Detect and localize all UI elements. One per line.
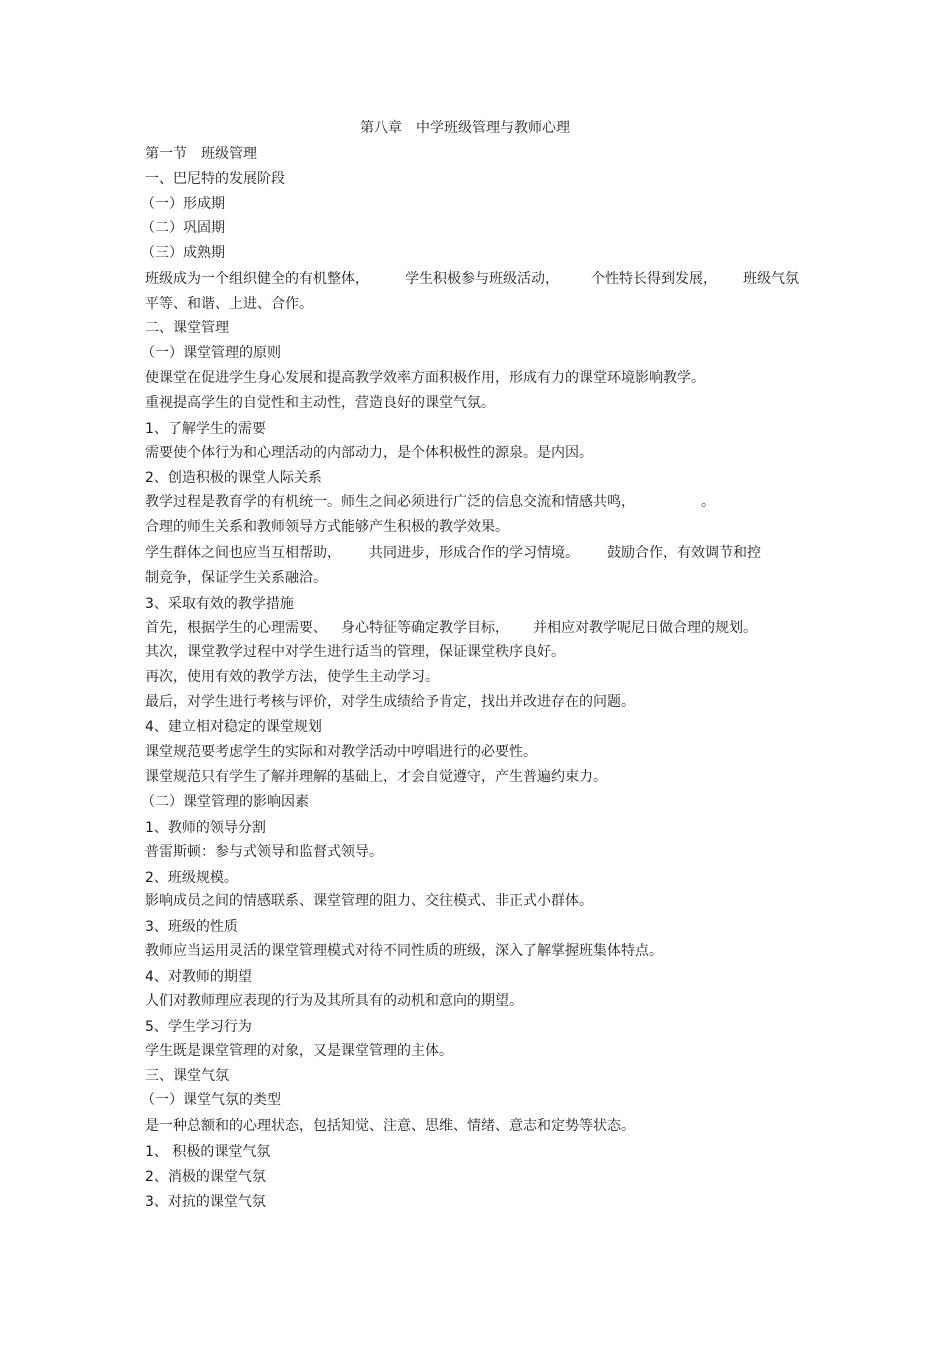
list-item: 3、对抗的课堂气氛 (145, 1194, 266, 1210)
paragraph-line: 教学过程是教育学的有机统一。师生之间必须进行广泛的信息交流和情感共鸣， 。 (145, 494, 715, 510)
paragraph-line: 班级成为一个组织健全的有机整体， 学生积极参与班级活动， 个性特长得到发展， 班级气氛 (145, 271, 799, 287)
heading-numbered: 3、班级的性质 (145, 919, 238, 935)
paragraph-line: 课堂规范只有学生了解并理解的基础上，才会自觉遵守，产生普遍约束力。 (145, 769, 607, 785)
paragraph-line: 学生群体之间也应当互相帮助， 共同进步，形成合作的学习情境。 鼓励合作，有效调节和控 (145, 545, 761, 561)
paragraph-line: 学生既是课堂管理的对象，又是课堂管理的主体。 (145, 1043, 453, 1059)
paragraph-line: 重视提高学生的自觉性和主动性，营造良好的课堂气氛。 (145, 395, 495, 411)
paragraph-line: 使课堂在促进学生身心发展和提高教学效率方面积极作用，形成有力的课堂环境影响教学。 (145, 370, 705, 386)
paragraph-line: 人们对教师理应表现的行为及其所具有的动机和意向的期望。 (145, 993, 523, 1009)
paragraph-line: 合理的师生关系和教师领导方式能够产生积极的教学效果。 (145, 519, 509, 535)
list-item: 2、消极的课堂气氛 (145, 1169, 266, 1185)
heading-level-2: （一）课堂气氛的类型 (141, 1092, 281, 1108)
paragraph-line: 制竞争，保证学生关系融洽。 (145, 570, 327, 586)
heading-level-2: （二）巩固期 (141, 220, 225, 236)
paragraph-line: 其次，课堂教学过程中对学生进行适当的管理，保证课堂秩序良好。 (145, 644, 565, 660)
section-heading: 第一节 班级管理 (145, 146, 257, 162)
paragraph-line: 最后，对学生进行考核与评价，对学生成绩给予肯定，找出并改进存在的问题。 (145, 694, 635, 710)
heading-numbered: 2、创造积极的课堂人际关系 (145, 470, 322, 486)
paragraph-line: 课堂规范要考虑学生的实际和对教学活动中哼唱进行的必要性。 (145, 744, 537, 760)
paragraph-line: 是一种总额和的心理状态，包括知觉、注意、思维、情绪、意志和定势等状态。 (145, 1118, 635, 1134)
paragraph-line: 教师应当运用灵活的课堂管理模式对待不同性质的班级，深入了解掌握班集体特点。 (145, 943, 663, 959)
heading-level-2: （一）课堂管理的原则 (141, 345, 281, 361)
heading-level-2: （二）课堂管理的影响因素 (141, 794, 309, 810)
heading-level-1: 三、课堂气氛 (145, 1068, 229, 1084)
heading-numbered: 1、教师的领导分割 (145, 820, 266, 836)
heading-numbered: 4、对教师的期望 (145, 969, 252, 985)
heading-numbered: 5、学生学习行为 (145, 1019, 252, 1035)
heading-numbered: 3、采取有效的教学措施 (145, 596, 294, 612)
heading-numbered: 1、了解学生的需要 (145, 421, 266, 437)
paragraph-line: 需要使个体行为和心理活动的内部动力，是个体积极性的源泉。是内因。 (145, 445, 593, 461)
heading-level-2: （三）成熟期 (141, 245, 225, 261)
paragraph-line: 普雷斯顿：参与式领导和监督式领导。 (145, 844, 383, 860)
heading-level-2: （一）形成期 (141, 196, 225, 212)
paragraph-line: 平等、和谐、上进、合作。 (145, 296, 313, 312)
paragraph-line: 影响成员之间的情感联系、课堂管理的阻力、交往模式、非正式小群体。 (145, 893, 593, 909)
paragraph-line: 再次，使用有效的教学方法，使学生主动学习。 (145, 669, 439, 685)
heading-numbered: 2、班级规模。 (145, 870, 238, 886)
list-item: 1、 积极的课堂气氛 (145, 1144, 271, 1160)
paragraph-line: 首先，根据学生的心理需要、 身心特征等确定教学目标， 并相应对教学呢尼日做合理的规划。 (145, 620, 757, 636)
chapter-title: 第八章 中学班级管理与教师心理 (360, 120, 570, 136)
heading-level-1: 一、巴尼特的发展阶段 (145, 171, 285, 187)
heading-level-1: 二、课堂管理 (145, 320, 229, 336)
heading-numbered: 4、建立相对稳定的课堂规划 (145, 719, 322, 735)
